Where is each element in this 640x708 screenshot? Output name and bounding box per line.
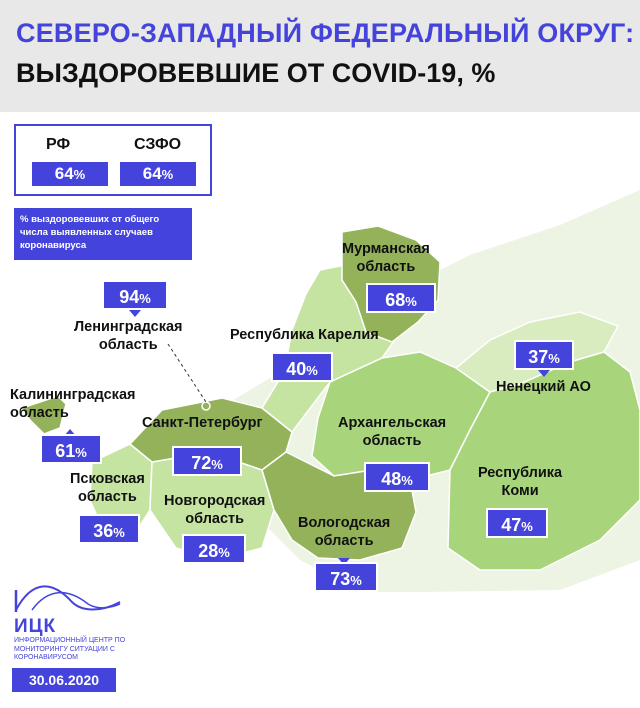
region-name-line1: Мурманская: [342, 241, 430, 257]
percent-sign: %: [405, 294, 417, 309]
region-label-leningrad: [74, 318, 183, 354]
percent-sign: %: [350, 573, 362, 588]
marker-spb: [202, 402, 210, 410]
rf-value-badge: [32, 162, 108, 186]
region-name-line2: область: [362, 433, 422, 449]
percent-sign: %: [139, 291, 151, 306]
percent-sign: %: [73, 167, 86, 182]
badge-pointer: [538, 370, 550, 377]
percent-sign: %: [401, 473, 413, 488]
value-badge-karelia: [271, 352, 333, 382]
region-value: 28: [198, 541, 219, 561]
region-value: 73: [330, 569, 351, 589]
region-value: 37: [528, 347, 549, 367]
value-badge-pskov: [78, 514, 140, 544]
percent-sign: %: [306, 363, 318, 378]
region-label-kaliningrad: [10, 386, 135, 422]
region-label-vologda: [298, 514, 390, 550]
region-label-spb: Санкт-Петербург: [142, 415, 263, 431]
value-badge-komi: [486, 508, 548, 538]
value-badge-leningrad: [102, 280, 168, 310]
badge-pointer: [129, 310, 141, 317]
logo-subtitle: ИНФОРМАЦИОННЫЙ ЦЕНТР ПО МОНИТОРИНГУ СИТУАЦИИ С КОРОНАВИРУСОМ: [14, 637, 126, 661]
szfo-label: СЗФО: [134, 136, 182, 153]
value-badge-vologda: [314, 562, 378, 592]
value-badge-arkhangelsk: [364, 462, 430, 492]
title-line1: СЕВЕРО-ЗАПАДНЫЙ ФЕДЕРАЛЬНЫЙ ОКРУГ:: [16, 18, 635, 48]
region-value: 68: [385, 290, 406, 310]
szfo-value: 64: [142, 164, 162, 183]
region-name-line1: Вологодская: [298, 515, 391, 531]
region-value: 40: [286, 359, 307, 379]
percent-sign: %: [75, 445, 87, 460]
region-value: 61: [55, 441, 76, 461]
rf-value: 64: [54, 164, 74, 183]
logo-name: ИЦК: [14, 616, 57, 637]
region-label-novgorod: [164, 492, 265, 528]
region-value: 36: [93, 521, 114, 541]
national-stats-box: [14, 124, 212, 196]
region-value: 47: [501, 515, 522, 535]
region-label-pskov: [70, 470, 145, 506]
region-name-line2: область: [78, 489, 137, 505]
region-name-line2: область: [185, 511, 245, 527]
percent-sign: %: [521, 519, 533, 534]
region-label-karelia: Республика Карелия: [230, 327, 379, 343]
value-badge-murmansk: [366, 283, 436, 313]
rf-label: РФ: [46, 136, 71, 153]
region-name-line1: Калининградская: [10, 387, 136, 403]
region-label-arkhangelsk: [338, 414, 446, 450]
region-name-line2: область: [314, 533, 374, 549]
region-label-komi: [478, 464, 562, 500]
region-name-line2: область: [10, 405, 69, 421]
value-badge-spb: [172, 446, 242, 476]
percent-sign: %: [548, 351, 560, 366]
header: [0, 0, 640, 112]
value-badge-kaliningrad: [40, 434, 102, 464]
date-badge: 30.06.2020: [12, 668, 116, 692]
region-value: 48: [381, 469, 402, 489]
region-value: 72: [191, 453, 212, 473]
szfo-value-badge: [120, 162, 196, 186]
region-name-line1: Новгородская: [164, 493, 266, 509]
title-line2: ВЫЗДОРОВЕВШИЕ ОТ COVID-19, %: [16, 58, 496, 88]
percent-sign: %: [113, 525, 125, 540]
region-name-line1: Ленинградская: [74, 319, 183, 335]
region-name-line2: область: [356, 259, 416, 275]
percent-sign: %: [218, 545, 230, 560]
region-label-nenets: Ненецкий АО: [496, 379, 591, 395]
region-name-line2: область: [98, 337, 158, 353]
percent-sign: %: [211, 457, 223, 472]
region-name-line1: Республика: [478, 465, 563, 481]
region-name-line1: Архангельская: [338, 415, 447, 431]
region-name-line2: Коми: [501, 483, 539, 499]
value-badge-nenets: [514, 340, 574, 370]
region-name-line1: Псковская: [70, 471, 145, 487]
region-label-murmansk: [342, 240, 430, 276]
value-badge-novgorod: [182, 534, 246, 564]
legend-note: % выздоровевших от общего числа выявленных случаев коронавируса: [14, 208, 192, 260]
wave-logo-icon: [12, 580, 122, 616]
percent-sign: %: [161, 167, 174, 182]
region-value: 94: [119, 287, 140, 307]
